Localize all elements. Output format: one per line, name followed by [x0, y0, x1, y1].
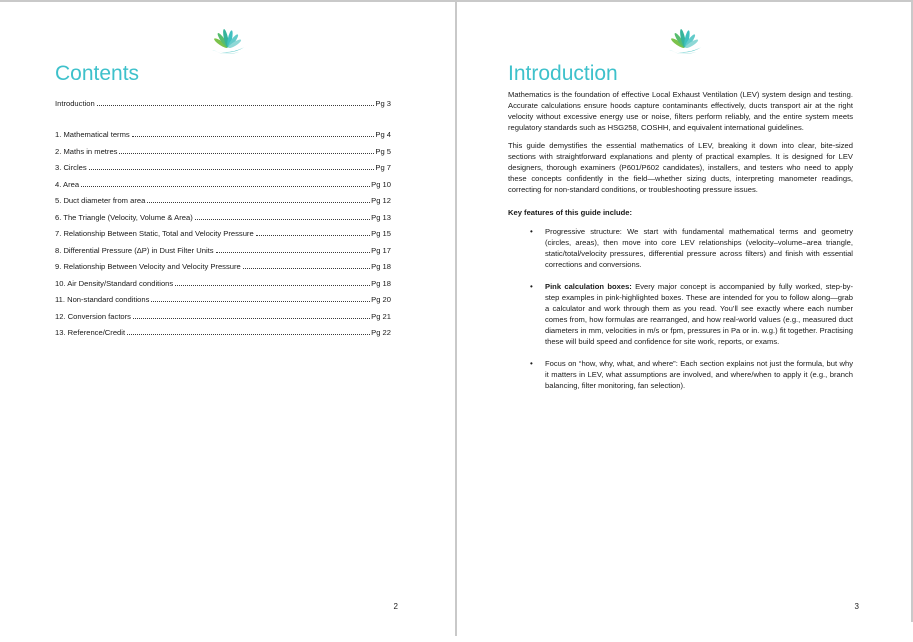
toc-entry-label: 10. Air Density/Standard conditions [55, 278, 174, 288]
toc-entry[interactable] [55, 246, 391, 256]
dotted-leader [151, 301, 370, 302]
toc-entry-page: Pg 20 [371, 295, 391, 304]
toc-entry-page: Pg 10 [371, 179, 391, 189]
intro-paragraph: This guide demystifies the essential mathematics of LEV, breaking it down into clear, bite-sized sections with straightforward explanations and plenty of practical examples. It is designed for LEV designers, thorough examiners (P601/P602 candidates), installers, and testers who need to apply these concepts confidently in the field—whether sizing ducts, interpreting manometer readings, correcting for non-standard conditions, or troubleshooting pressure issues. [508, 141, 853, 194]
logo-row [457, 28, 913, 58]
bullet-text: Progressive structure: We start with fundamental mathematical terms and geometry (circles, areas), then move into core LEV relationships (velocity–volume–area triangle, static/total/velocity pressures, differential pressure across filters) and finish with essential corrections and conversions. [545, 227, 853, 269]
toc-entry-page: Pg 18 [371, 278, 391, 288]
toc-entry-label: 2. Maths in metres [55, 146, 118, 156]
toc-entry-label: 4. Area [55, 179, 80, 189]
dotted-leader [97, 105, 375, 106]
page-number: 2 [393, 602, 398, 611]
toc-entry-page: Pg 15 [371, 229, 391, 238]
toc-entry-label: Introduction [55, 99, 95, 108]
dotted-leader [216, 252, 371, 253]
toc-entry[interactable] [55, 312, 391, 322]
toc-entry[interactable] [55, 328, 391, 338]
dotted-leader [81, 186, 370, 187]
toc-entry[interactable] [55, 229, 391, 239]
dotted-leader [127, 334, 370, 335]
toc-entry-page: Pg 3 [375, 99, 391, 108]
toc-entry[interactable] [55, 180, 391, 190]
toc-entry-page: Pg 4 [375, 130, 391, 139]
toc-entry-page: Pg 18 [371, 262, 391, 271]
toc-entry-page: Pg 12 [371, 196, 391, 205]
page-title: Introduction [508, 62, 618, 85]
list-item [545, 358, 853, 391]
bullet-bold-lead: Pink calculation boxes: [545, 282, 632, 291]
toc-entry[interactable] [55, 295, 391, 305]
dotted-leader [175, 285, 370, 286]
dotted-leader [147, 202, 370, 203]
toc-entry[interactable] [55, 196, 391, 206]
toc-entry-page: Pg 17 [371, 245, 391, 255]
toc-entry[interactable] [55, 213, 391, 223]
toc-entry-label: 9. Relationship Between Velocity and Velocity Pressure [55, 262, 241, 271]
key-features-list [508, 226, 853, 391]
toc-entry-page: Pg 21 [371, 311, 391, 321]
logo-row [0, 28, 455, 58]
toc-entry[interactable] [55, 163, 391, 173]
page-title: Contents [55, 62, 140, 85]
toc-entry[interactable] [55, 147, 391, 157]
dotted-leader [119, 153, 374, 154]
toc-entry-page: Pg 13 [371, 212, 391, 222]
dotted-leader [133, 318, 370, 319]
toc-entry-label: 8. Differential Pressure (ΔP) in Dust Filter Units [55, 245, 214, 255]
bullet-text: Every major concept is accompanied by fully worked, step-by-step examples in pink-highlighted boxes. These are intended for you to follow along—grab a calculator and work through them as you read. You’ll see exactly where each number comes from, how formulas are rearranged, and how real-world values (e.g., measured duct diameters in mm, velocities in m/s or fpm, pressures in Pa or in. w.g.) fit together. Practising these will build speed and confidence for site work, reports, or exams. [545, 282, 853, 346]
toc-entry-label: 11. Non-standard conditions [55, 295, 150, 304]
list-item [545, 281, 853, 347]
dotted-leader [195, 219, 370, 220]
toc-entry-label: 5. Duct diameter from area [55, 196, 146, 205]
toc-entry[interactable] [55, 279, 391, 289]
toc-entry-label: 7. Relationship Between Static, Total and Velocity Pressure [55, 229, 254, 238]
toc-entry-page: Pg 5 [375, 146, 391, 156]
dotted-leader [132, 136, 375, 137]
list-item [545, 226, 853, 270]
key-features-heading: Key features of this guide include: [508, 208, 633, 217]
toc-entry-label: 6. The Triangle (Velocity, Volume & Area) [55, 212, 193, 222]
toc-entry-label: 12. Conversion factors [55, 311, 131, 321]
lotus-leaf-logo [665, 28, 705, 56]
page-introduction [457, 2, 913, 642]
table-of-contents [55, 99, 391, 338]
bullet-text: Focus on “how, why, what, and where”: Each section explains not just the formula, but why it matters in LEV, what assumptions are involved, and where/when to apply it (e.g., branch balancing, filter monitoring, fan selection). [545, 359, 853, 390]
intro-paragraph: Mathematics is the foundation of effective Local Exhaust Ventilation (LEV) system design and testing. Accurate calculations ensure hoods capture contaminants effectively, ducts transport air at the right velocity without excessive energy use or noise, filters perform reliably, and the entire system meets regulatory standards such as HSG258, COSHH, and equivalent international guidelines. [508, 90, 853, 132]
toc-entry-label: 13. Reference/Credit [55, 328, 126, 337]
toc-entry-page: Pg 22 [371, 328, 391, 337]
dotted-leader [243, 268, 370, 269]
page-number: 3 [854, 602, 859, 611]
dotted-leader [256, 235, 370, 236]
toc-entry[interactable] [55, 262, 391, 272]
page-contents [0, 2, 455, 642]
dotted-leader [89, 169, 375, 170]
lotus-leaf-logo [208, 28, 248, 56]
toc-entry[interactable] [55, 130, 391, 140]
toc-entry-label: 1. Mathematical terms [55, 130, 130, 139]
toc-entry-label: 3. Circles [55, 163, 87, 172]
toc-entry-page: Pg 7 [375, 163, 391, 172]
toc-entry[interactable] [55, 99, 391, 109]
